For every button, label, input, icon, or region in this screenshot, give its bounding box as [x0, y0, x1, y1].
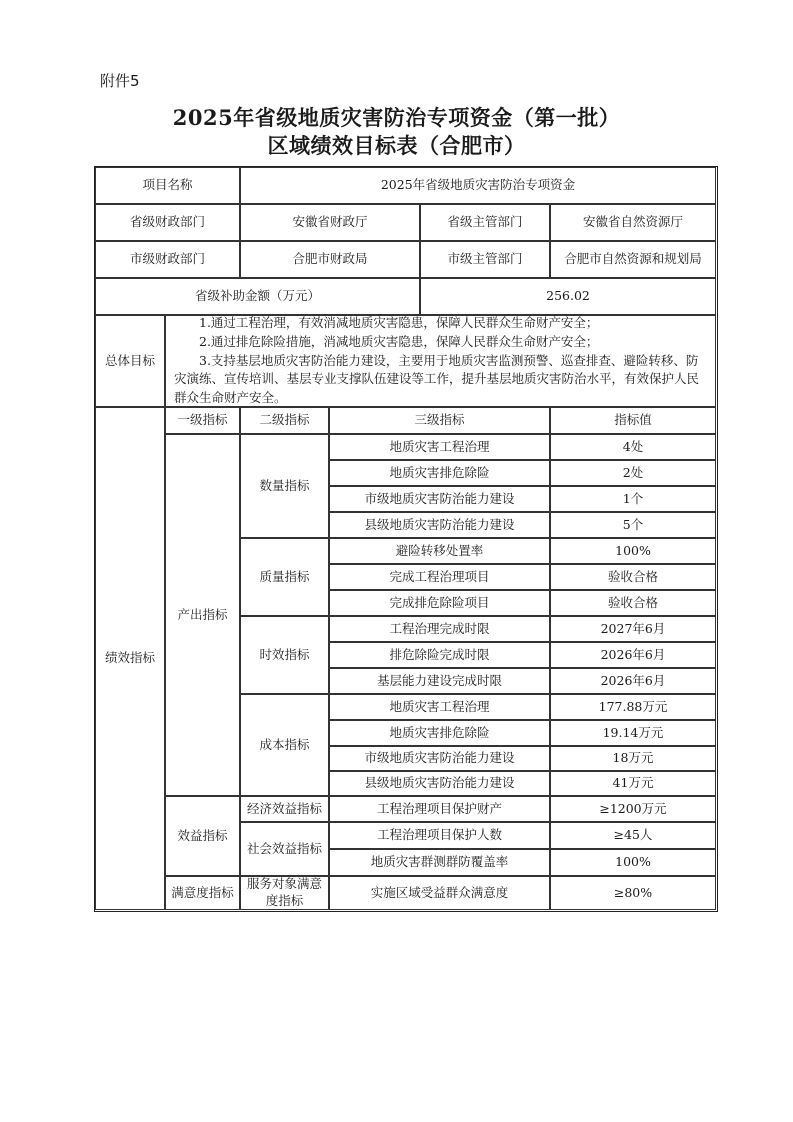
project-name-label: 项目名称	[95, 167, 240, 204]
goals-content	[165, 315, 716, 407]
table-row-value: 2026年6月	[550, 668, 716, 694]
table-row-value: ≥1200万元	[550, 796, 716, 822]
table-row-value: 2处	[550, 460, 716, 486]
table-row-name: 实施区域受益群众满意度	[329, 876, 550, 910]
table-row-name: 基层能力建设完成时限	[329, 668, 550, 694]
table-row-name: 地质灾害工程治理	[329, 694, 550, 720]
table-row-name: 排危除险完成时限	[329, 642, 550, 668]
header-level1: 一级指标	[165, 407, 240, 434]
header-level3: 三级指标	[329, 407, 550, 434]
level2-economic: 经济效益指标	[240, 796, 329, 822]
table-row-value: 2027年6月	[550, 616, 716, 642]
project-name-value: 2025年省级地质灾害防治专项资金	[240, 167, 716, 204]
table-row-name: 工程治理项目保护人数	[329, 822, 550, 849]
table-row-value: 19.14万元	[550, 720, 716, 746]
table-row-value: 5个	[550, 512, 716, 538]
level1-benefit: 效益指标	[165, 796, 240, 876]
table-row-name: 地质灾害工程治理	[329, 434, 550, 460]
document-subtitle: 区域绩效目标表（合肥市）	[267, 133, 526, 158]
table-row-value: 100%	[550, 538, 716, 564]
prov-authority-value: 安徽省自然资源厅	[550, 204, 716, 241]
table-row-value: 18万元	[550, 746, 716, 771]
table-row-name: 完成排危除险项目	[329, 590, 550, 616]
attachment-label: 附件5	[100, 72, 140, 90]
table-row-value: 2026年6月	[550, 642, 716, 668]
table-row-value: ≥80%	[550, 876, 716, 910]
goal-item-3: 3.支持基层地质灾害防治能力建设，主要用于地质灾害监测预警、巡查排查、避险转移、防灾演练、宣传培训、基层专业支撑队伍建设等工作，提升基层地质灾害防治水平，有效保护人民群众生命财产安全。	[174, 352, 700, 406]
header-value: 指标值	[550, 407, 716, 434]
subsidy-label: 省级补助金额（万元）	[95, 278, 420, 315]
city-authority-value: 合肥市自然资源和规划局	[550, 241, 716, 278]
city-finance-label: 市级财政部门	[95, 241, 240, 278]
table-row-value: 177.88万元	[550, 694, 716, 720]
table-row-name: 县级地质灾害防治能力建设	[329, 512, 550, 538]
table-row-name: 市级地质灾害防治能力建设	[329, 746, 550, 771]
table-row-name: 地质灾害排危除险	[329, 720, 550, 746]
prov-finance-label: 省级财政部门	[95, 204, 240, 241]
table-row-value: 41万元	[550, 771, 716, 796]
table-row-name: 工程治理完成时限	[329, 616, 550, 642]
level2-timeliness: 时效指标	[240, 616, 329, 694]
prov-finance-value: 安徽省财政厅	[240, 204, 420, 241]
goal-item-1: 1.通过工程治理，有效消减地质灾害隐患，保障人民群众生命财产安全；	[199, 315, 599, 331]
level1-output: 产出指标	[165, 434, 240, 796]
subsidy-value: 256.02	[420, 278, 716, 315]
prov-authority-label: 省级主管部门	[420, 204, 550, 241]
table-row-value: 1个	[550, 486, 716, 512]
table-row-value: 验收合格	[550, 590, 716, 616]
indicators-section-label: 绩效指标	[95, 407, 165, 910]
table-row-name: 避险转移处置率	[329, 538, 550, 564]
table-row-value: ≥45人	[550, 822, 716, 849]
table-row-name: 市级地质灾害防治能力建设	[329, 486, 550, 512]
table-row-value: 验收合格	[550, 564, 716, 590]
city-finance-value: 合肥市财政局	[240, 241, 420, 278]
table-row-name: 完成工程治理项目	[329, 564, 550, 590]
goal-item-2: 2.通过排危除险措施，消减地质灾害隐患，保障人民群众生命财产安全；	[199, 333, 599, 349]
header-level2: 二级指标	[240, 407, 329, 434]
level2-service: 服务对象满意度指标	[240, 876, 329, 910]
level2-quantity: 数量指标	[240, 434, 329, 538]
level2-cost: 成本指标	[240, 694, 329, 796]
table-row-name: 地质灾害排危除险	[329, 460, 550, 486]
table-row-value: 100%	[550, 849, 716, 876]
level2-quality: 质量指标	[240, 538, 329, 616]
performance-table	[94, 166, 718, 912]
table-row-value: 4处	[550, 434, 716, 460]
table-row-name: 地质灾害群测群防覆盖率	[329, 849, 550, 876]
table-row-name: 县级地质灾害防治能力建设	[329, 771, 550, 796]
goals-label: 总体目标	[95, 315, 165, 407]
city-authority-label: 市级主管部门	[420, 241, 550, 278]
level1-satisfaction: 满意度指标	[165, 876, 240, 910]
level2-social: 社会效益指标	[240, 822, 329, 876]
document-title: 2025年省级地质灾害防治专项资金（第一批）	[172, 105, 621, 130]
table-row-name: 工程治理项目保护财产	[329, 796, 550, 822]
